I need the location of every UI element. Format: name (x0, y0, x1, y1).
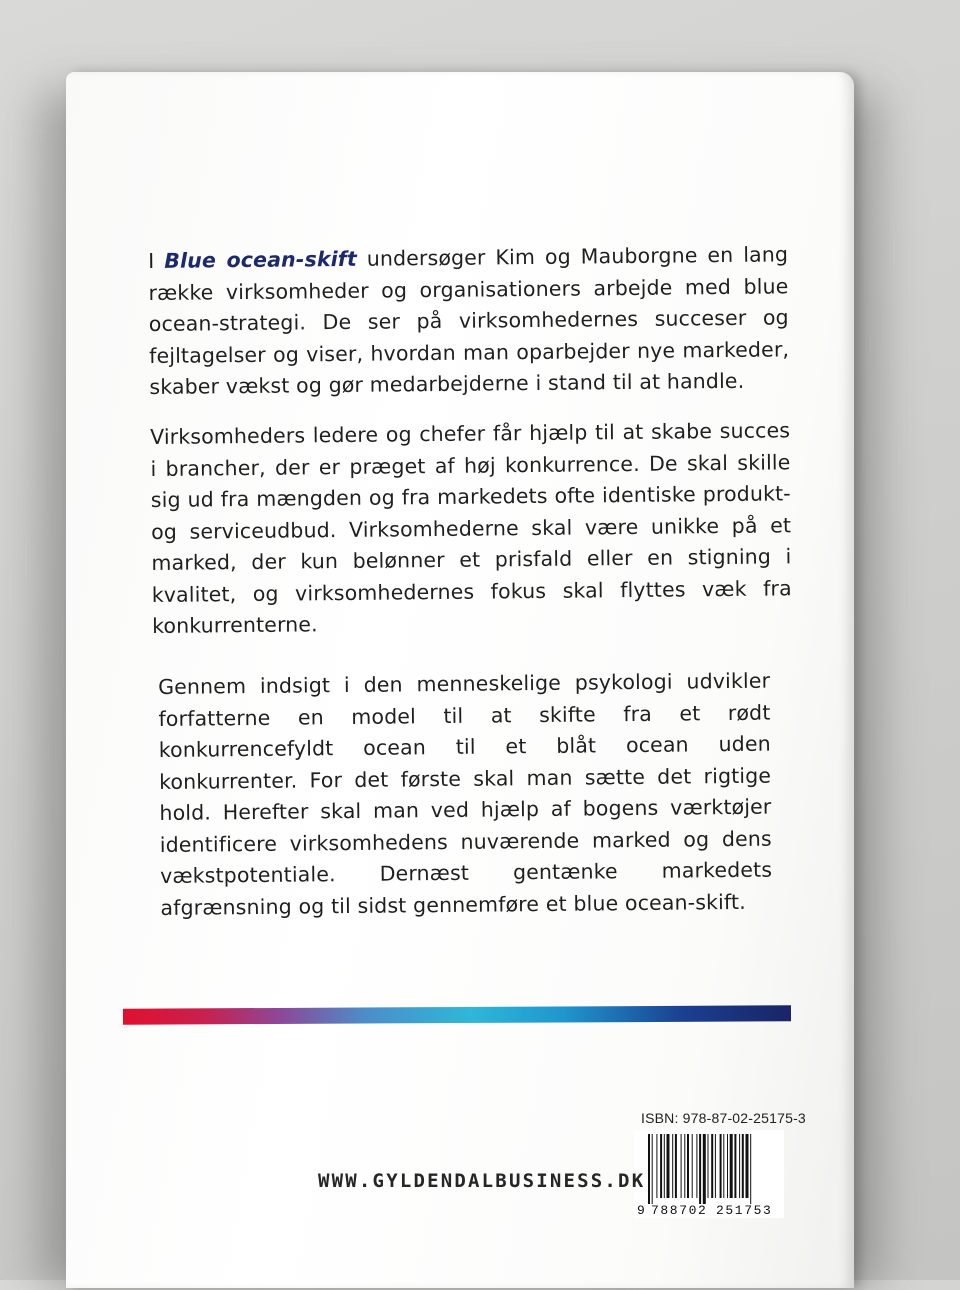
barcode-stripe (652, 1134, 653, 1204)
barcode-stripe (727, 1134, 728, 1198)
barcode-digits-group-2: 251753 (716, 1203, 773, 1218)
barcode-stripe (723, 1134, 724, 1198)
blurb-paragraph-3: Gennem indsigt i den menneskelige psykologi udvikler forfatterne en model til at skifte fra et rødt konkurrencefyldt ocean til et blåt ocean uden konkurrenter. For det første skal man sætte det rigtige hold. Herefter skal man ved hjælp af bogens værktøjer identificere virksomhedens nuværende marked og dens vækstpotentiale. Dernæst gentænke markedets afgrænsning og til sidst gennemføre et blue ocean-skift. (158, 668, 773, 920)
blurb-paragraph-1-text: undersøger Kim og Mauborgne en lang række virksomheder og organisationers arbejde med blue ocean-strategi. De ser på virksomhedernes succeser og fejltagelser og viser, hvordan man oparbejder nye markeder, skaber vækst og gør medarbejderne i stand til at handle. (148, 242, 790, 399)
book-title-emphasis: Blue ocean-skift (164, 246, 357, 273)
barcode-icon (634, 1130, 784, 1218)
barcode-stripe (667, 1134, 670, 1198)
barcode-stripe (696, 1134, 697, 1198)
barcode-stripe (703, 1134, 706, 1204)
barcode-stripe (675, 1134, 677, 1198)
barcode-stripe (692, 1134, 693, 1198)
gradient-bar-graphic (123, 1005, 791, 1024)
barcode-stripe (656, 1134, 657, 1198)
barcode-stripe (699, 1134, 701, 1204)
isbn-label: ISBN: 978-87-02-25175-3 (641, 1110, 806, 1126)
barcode-stripe (672, 1134, 673, 1198)
barcode-stripe (684, 1134, 685, 1198)
barcode-stripe (750, 1134, 751, 1204)
barcode-stripe (720, 1134, 722, 1198)
barcode-stripe (708, 1134, 709, 1198)
book-back-cover (66, 72, 854, 1288)
blurb-paragraph-1-prefix: I (148, 248, 165, 273)
barcode-stripe (660, 1134, 662, 1198)
blurb-paragraph-2: Virksomheders ledere og chefer får hjælp til at skabe succes i brancher, der er præget af høj konkurrence. De skal skille sig ud fra mængden og fra markedets ofte identiske produkt- og serviceudbud. Virksomhederne skal være unikke på et marked, der kun belønner et prisfald eller en stigning i kvalitet, og virksomhedernes fokus skal flyttes væk fra konkurrenterne. (150, 418, 792, 638)
barcode-stripe (681, 1134, 682, 1198)
barcode-first-digit: 9 (637, 1203, 645, 1218)
barcode-stripe (715, 1134, 716, 1198)
barcode-stripe (734, 1134, 736, 1198)
blurb-paragraph-1 (148, 239, 790, 403)
barcode-stripe (746, 1134, 749, 1198)
barcode-digits-group-1: 788702 (651, 1203, 708, 1218)
barcode-stripe (664, 1134, 665, 1198)
publisher-url: WWW.GYLDENDALBUSINESS.DK (318, 1170, 646, 1192)
barcode-stripe (687, 1134, 689, 1198)
barcode-stripe (742, 1134, 744, 1198)
barcode-stripe (648, 1134, 650, 1204)
barcode-stripe (730, 1134, 733, 1198)
barcode-stripe (711, 1134, 713, 1198)
barcode-stripe (739, 1134, 740, 1198)
cover-edge-shade (838, 72, 854, 1288)
